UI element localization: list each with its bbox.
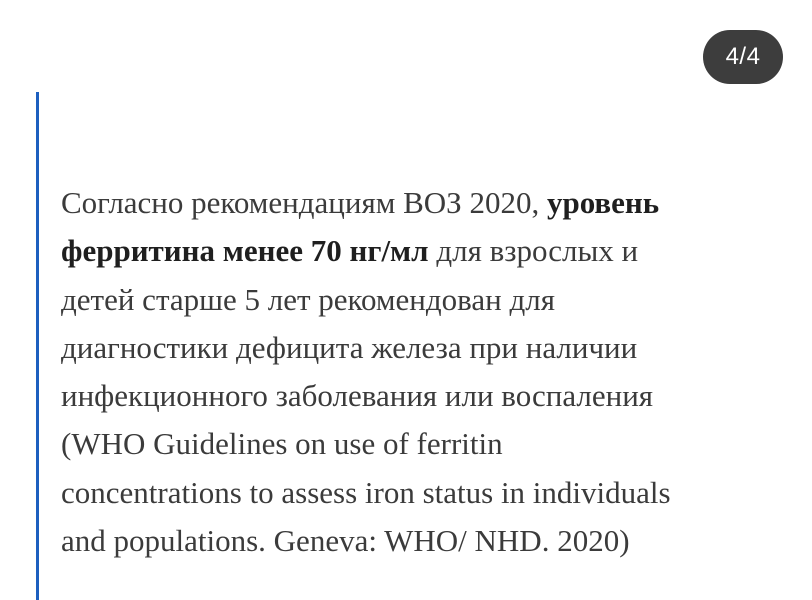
quote-line-2-bold: ферритина менее 70 нг/мл [61,233,429,269]
quote-line-8: and populations. Geneva: WHO/ NHD. 2020) [61,523,630,559]
quote-line-4: диагностики дефицита железа при наличии [61,329,638,365]
quote-line-7: concentrations to assess iron status in individuals [61,474,671,510]
quote-line-1-text: Согласно рекомендациям ВОЗ 2020, [61,185,547,220]
quote-line-2 [61,227,781,275]
page-indicator-badge [703,30,783,84]
quote-line-6: (WHO Guidelines on use of ferritin [61,426,503,462]
quote-line-2-text: для взрослых и [428,233,639,269]
quote-text [61,179,781,565]
quote-line-1-bold: уровень [546,185,660,220]
quote-line-1 [61,179,781,227]
quote-accent-bar [36,92,39,600]
quote-line-3: детей старше 5 лет рекомендован для [61,281,556,317]
quote-line-5: инфекционного заболевания или воспаления [61,378,654,414]
page-indicator-label: 4/4 [725,43,761,70]
